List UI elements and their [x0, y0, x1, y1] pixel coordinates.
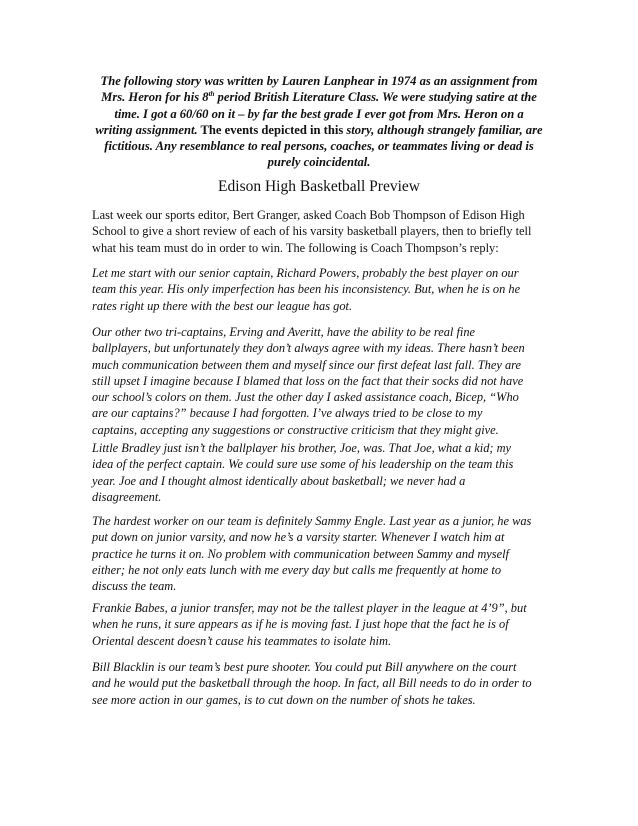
paragraph-blacklin — [92, 659, 552, 708]
intro-line-3: time. I got a 60/60 on it – by far the best grade I ever got from Mrs. Heron on a — [114, 106, 524, 121]
paragraph-babes — [92, 600, 552, 649]
text-line: idea of the perfect captain. We could sure use some of his leadership on the team this — [92, 457, 514, 472]
text-line: discuss the team. — [92, 579, 177, 594]
text-line: and he would put the basketball through the hoop. In fact, all Bill needs to do in order to — [92, 676, 532, 691]
text-line: what his team must do in order to win. The following is Coach Thompson’s reply: — [92, 240, 499, 255]
text-line: Bill Blacklin is our team’s best pure shooter. You could put Bill anywhere on the court — [92, 660, 517, 674]
text-line: see more action in our games, is to cut down on the number of shots he takes. — [92, 692, 476, 707]
ordinal-suffix: th — [208, 90, 215, 99]
intro-note — [90, 73, 548, 171]
text-line: Little Bradley just isn’t the ballplayer his brother, Joe, was. That Joe, what a kid; my — [92, 441, 512, 455]
text-line: team this year. His only imperfection has been his inconsistency. But, when he is on he — [92, 282, 521, 297]
text-line: The hardest worker on our team is definitely Sammy Engle. Last year as a junior, he was — [92, 514, 532, 528]
intro-line-2a: Mrs. Heron for his 8 — [101, 90, 209, 105]
text-line: School to give a short review of each of his varsity basketball players, then to briefly tell — [92, 224, 532, 239]
paragraph-engle — [92, 513, 552, 594]
text-line: Last week our sports editor, Bert Granger, asked Coach Bob Thompson of Edison High — [92, 208, 525, 222]
intro-line-4b: The events depicted in this — [197, 122, 347, 137]
text-line: either; he not only eats lunch with me every day but calls me frequently at home to — [92, 562, 502, 577]
text-line: much communication between them and myself since our first defeat last fall. They are — [92, 357, 522, 372]
paragraph-tri-captains — [92, 324, 552, 438]
intro-line-4a: writing assignment. — [95, 122, 198, 137]
paragraph-bradley — [92, 440, 552, 505]
text-line: practice he turns it on. No problem with communication between Sammy and myself — [92, 546, 509, 561]
intro-line-6: purely coincidental. — [267, 155, 371, 170]
text-line: year. Joe and I thought almost identically about basketball; we never had a — [92, 473, 466, 488]
intro-line-1: The following story was written by Lauren Lanphear in 1974 as an assignment from — [100, 74, 538, 88]
text-line: ballplayers, but unfortunately they don’t always agree with my ideas. There hasn’t been — [92, 341, 525, 356]
paragraph-powers — [92, 265, 552, 314]
intro-line-2b: period British Literature Class. We were studying satire at the — [214, 90, 537, 105]
paragraph-request — [92, 207, 552, 256]
text-line: are our captains?” because I had forgotten. I’ve always tried to be close to my — [92, 406, 483, 421]
text-line: disagreement. — [92, 489, 162, 504]
text-line: Our other two tri-captains, Erving and Averitt, have the ability to be real fine — [92, 325, 476, 339]
text-line: when he runs, it sure appears as if he is moving fast. I just hope that the fact he is of — [92, 617, 509, 632]
text-line: Oriental descent doesn’t cause his teammates to isolate him. — [92, 633, 392, 648]
text-line: our school’s colors on them. Just the other day I asked assistance coach, Bicep, “Who — [92, 390, 519, 405]
intro-line-5: fictitious. Any resemblance to real persons, coaches, or teammates living or dead is — [104, 139, 534, 154]
text-line: Let me start with our senior captain, Richard Powers, probably the best player on our — [92, 266, 519, 280]
article-title: Edison High Basketball Preview — [218, 178, 420, 195]
text-line: still upset I imagine because I blamed that loss on the fact that their socks did not have — [92, 373, 524, 388]
intro-line-4c: story, although strangely familiar, are — [346, 122, 543, 137]
text-line: rates right up there with the best our league has got. — [92, 298, 353, 313]
text-line: put down on junior varsity, and now he’s a varsity starter. Whenever I watch him at — [92, 530, 505, 545]
text-line: captains, accepting any suggestions or constructive criticism that they might give. — [92, 422, 499, 437]
text-line: Frankie Babes, a junior transfer, may not be the tallest player in the league at 4’9”, but — [92, 601, 527, 615]
